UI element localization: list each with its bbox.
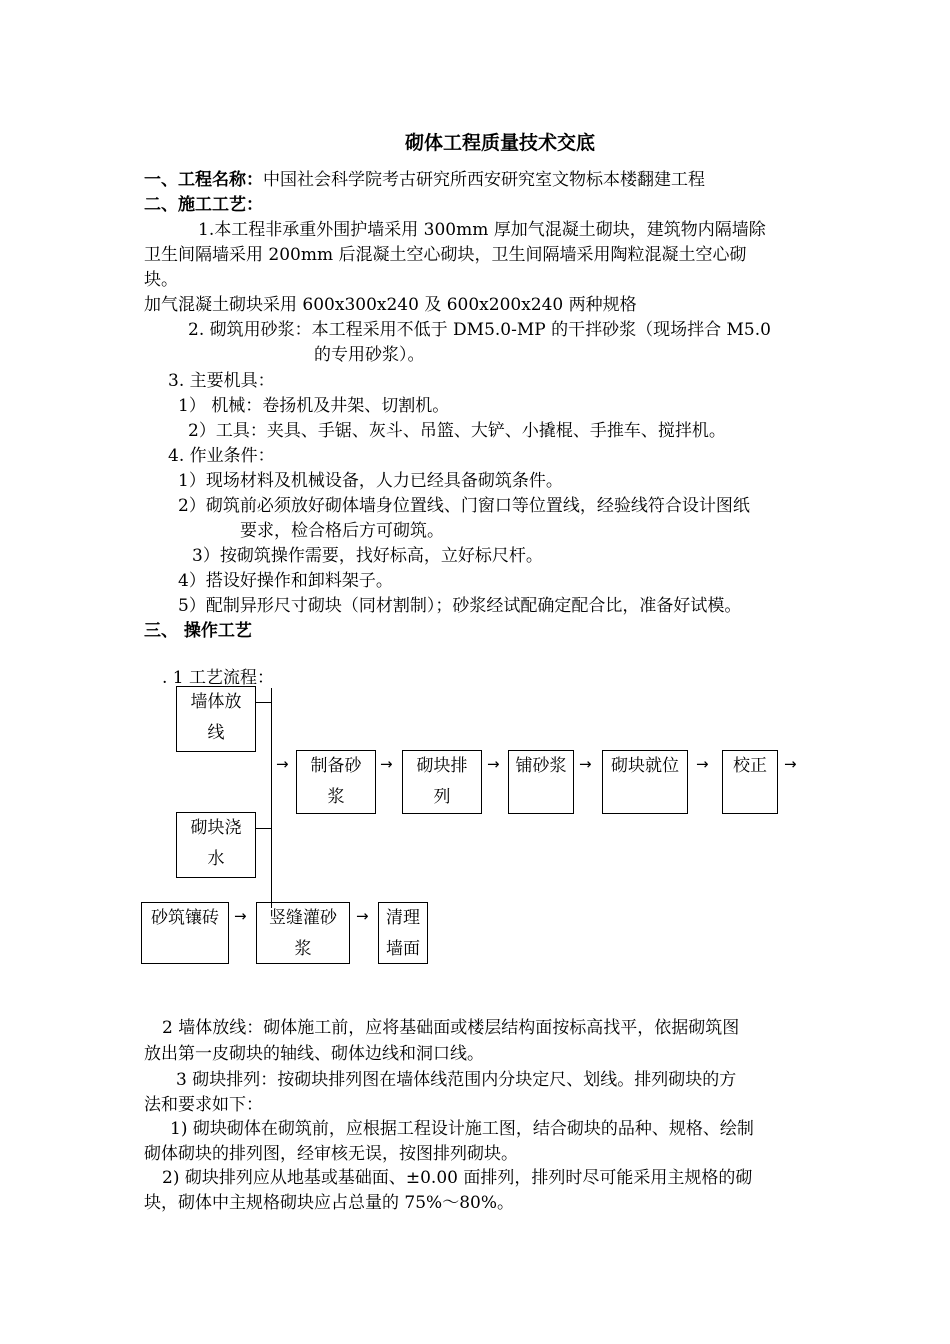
flow-box-text: 砌块就位 <box>611 756 679 776</box>
flow-box-text: 列 <box>433 787 451 807</box>
para-6-line-1: 3 砌块排列：按砌块排列图在墙体线范围内分块定尺、划线。排列砌块的方 <box>176 1070 737 1090</box>
vertical-connector <box>271 688 272 908</box>
para-2-line-2: 的专用砂浆）。 <box>314 345 425 365</box>
conditions-item-5: 5）配制异形尺寸砌块（同材割制）；砂浆经试配确定配合比，准备好试模。 <box>178 596 742 616</box>
flow-arrow: → <box>784 755 797 773</box>
connector-line <box>256 702 272 703</box>
para-1-line-3: 块。 <box>144 270 178 290</box>
para-8-line-1: 2) 砌块排列应从地基或基础面、±0.00 面排列，排列时尽可能采用主规格的砌 <box>162 1168 753 1188</box>
project-name-label: 一、工程名称： <box>144 170 263 190</box>
flow-box-text: 墙面 <box>386 939 420 959</box>
flow-arrow: → <box>579 755 592 773</box>
flow-box-text: 铺砂浆 <box>515 756 567 776</box>
flow-box-text: 水 <box>207 849 225 869</box>
flow-box-clean-wall <box>378 902 428 964</box>
para-7-line-2: 砌体砌块的排列图，经审核无误，按图排列砌块。 <box>144 1144 518 1164</box>
project-name-line <box>144 168 705 192</box>
flow-box-text: 墙体放 <box>190 692 242 712</box>
flow-box-spread-mortar <box>508 750 574 814</box>
flow-arrow: → <box>276 755 289 773</box>
flow-box-correction <box>722 750 778 814</box>
para-7-line-1: 1) 砌块砌体在砌筑前，应根据工程设计施工图，结合砌块的品种、规格、绘制 <box>170 1119 754 1139</box>
flow-box-wall-layout <box>176 686 256 752</box>
flow-box-brick-filling <box>141 902 229 964</box>
flow-arrow: → <box>487 755 500 773</box>
conditions-item-2b: 要求，检合格后方可砌筑。 <box>240 521 444 541</box>
flow-box-text: 浆 <box>294 939 312 959</box>
flow-box-block-arrangement <box>402 750 482 814</box>
para-5-line-1: 2 墙体放线：砌体施工前，应将基础面或楼层结构面按标高找平，依据砌筑图 <box>162 1018 740 1038</box>
flow-box-text: 校正 <box>733 756 767 776</box>
flow-arrow: → <box>696 755 709 773</box>
flow-box-text: 清理 <box>386 908 420 928</box>
flow-heading: . 1 工艺流程： <box>162 668 275 688</box>
para-2-line-1: 2. 砌筑用砂浆：本工程采用不低于 DM5.0-MP 的干拌砂浆（现场拌合 M5.0 <box>188 320 771 340</box>
conditions-item-1: 1）现场材料及机械设备，人力已经具备砌筑条件。 <box>178 471 563 491</box>
para-1-line-2: 卫生间隔墙采用 200mm 后混凝土空心砌块，卫生间隔墙采用陶粒混凝土空心砌 <box>144 245 747 265</box>
section-3-heading: 三、 操作工艺 <box>144 621 252 641</box>
conditions-item-2a: 2）砌筑前必须放好砌体墙身位置线、门窗口等位置线，经验线符合设计图纸 <box>178 496 750 516</box>
conditions-heading: 4. 作业条件： <box>168 446 275 466</box>
flow-arrow: → <box>380 755 393 773</box>
para-6-line-2: 法和要求如下： <box>144 1095 263 1115</box>
para-8-line-2: 块，砌体中主规格砌块应占总量的 75%～80%。 <box>144 1193 514 1213</box>
flow-box-block-watering <box>176 812 256 878</box>
flow-box-text: 线 <box>207 723 225 743</box>
flow-box-text: 浆 <box>327 787 345 807</box>
flow-box-prepare-mortar <box>296 750 376 814</box>
flow-box-text: 砌块排 <box>416 756 468 776</box>
flow-box-text: 砌块浇 <box>190 818 242 838</box>
flow-box-vertical-joint-grouting <box>256 902 350 964</box>
tools-item-1: 1） 机械：卷扬机及井架、切割机。 <box>178 396 450 416</box>
para-1-line-1: 1.本工程非承重外围护墙采用 300mm 厚加气混凝土砌块，建筑物内隔墙除 <box>198 220 766 240</box>
project-name-value: 中国社会科学院考古研究所西安研究室文物标本楼翻建工程 <box>263 170 705 190</box>
section-2-heading: 二、施工工艺： <box>144 195 263 215</box>
conditions-item-3: 3）按砌筑操作需要，找好标高，立好标尺杆。 <box>192 546 543 566</box>
connector-line <box>256 828 272 829</box>
flow-box-block-placement <box>602 750 688 814</box>
tools-heading: 3. 主要机具： <box>168 371 275 391</box>
conditions-item-4: 4）搭设好操作和卸料架子。 <box>178 571 393 591</box>
flow-box-text: 砂筑镶砖 <box>151 908 219 928</box>
para-5-line-2: 放出第一皮砌块的轴线、砌体边线和洞口线。 <box>144 1044 484 1064</box>
flow-box-text: 竖缝灌砂 <box>269 908 337 928</box>
flow-arrow: → <box>356 907 369 925</box>
tools-item-2: 2）工具：夹具、手锯、灰斗、吊篮、大铲、小撬棍、手推车、搅拌机。 <box>188 421 726 441</box>
para-1-line-4: 加气混凝土砌块采用 600x300x240 及 600x200x240 两种规格 <box>144 295 637 315</box>
flow-box-text: 制备砂 <box>310 756 362 776</box>
flow-arrow: → <box>234 907 247 925</box>
page-title: 砌体工程质量技术交底 <box>404 132 595 154</box>
